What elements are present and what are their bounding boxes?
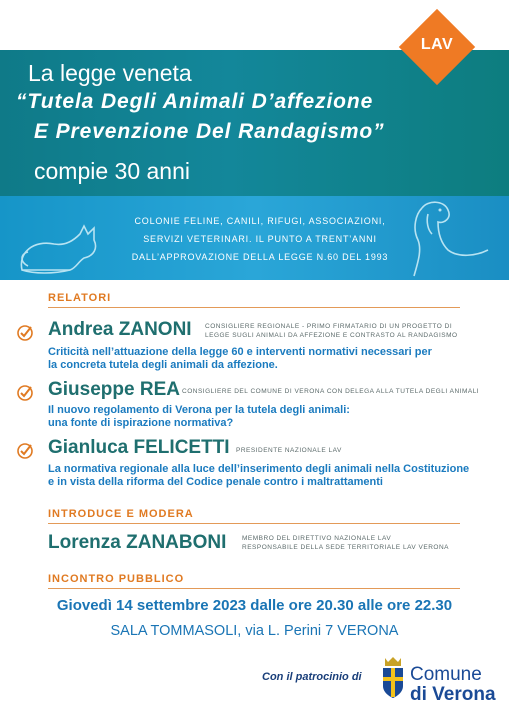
role-line: LEGGE SUGLI ANIMALI DA AFFEZIONE E CONTRASTO AL RANDAGISMO bbox=[205, 332, 458, 339]
speaker-role-rea bbox=[182, 387, 479, 396]
role-line: RESPONSABILE DELLA SEDE TERRITORIALE LAV VERONA bbox=[242, 544, 450, 551]
section-incontro: INCONTRO PUBBLICO bbox=[48, 573, 185, 585]
band-text bbox=[110, 212, 410, 266]
patronage-text: Con il patrocinio di bbox=[262, 671, 362, 683]
header-line-4: compie 30 anni bbox=[34, 158, 190, 184]
talk-felicetti bbox=[48, 463, 469, 489]
header-line-2: “Tutela Degli Animali D’affezione bbox=[16, 90, 374, 113]
band-line-3: DALL’APPROVAZIONE DELLA LEGGE N.60 DEL 1993 bbox=[131, 252, 389, 262]
section-rule bbox=[48, 307, 460, 308]
moderator-name: Lorenza ZANABONI bbox=[48, 532, 227, 553]
talk-line: Criticità nell’attuazione della legge 60 e interventi normativi necessari per bbox=[48, 346, 432, 358]
speaker-name-zanoni: Andrea ZANONI bbox=[48, 319, 192, 340]
moderator-role bbox=[242, 534, 449, 552]
comune-di-verona bbox=[410, 665, 496, 705]
talk-line: Il nuovo regolamento di Verona per la tutela degli animali: bbox=[48, 404, 350, 416]
header-line-3: E Prevenzione Del Randagismo” bbox=[34, 120, 385, 143]
comune-line-1: Comune bbox=[410, 664, 482, 685]
header-line-1: La legge veneta bbox=[28, 60, 192, 86]
talk-line: una fonte di ispirazione normativa? bbox=[48, 417, 234, 429]
band-line-2: SERVIZI VETERINARI. IL PUNTO A TRENT’ANNI bbox=[143, 234, 377, 244]
check-icon bbox=[16, 324, 34, 342]
speaker-role-zanoni bbox=[205, 322, 458, 340]
section-rule bbox=[48, 588, 460, 589]
speaker-name-felicetti: Gianluca FELICETTI bbox=[48, 437, 230, 458]
role-line: PRESIDENTE NAZIONALE LAV bbox=[236, 447, 342, 454]
talk-rea bbox=[48, 404, 350, 430]
event-date: Giovedì 14 settembre 2023 dalle ore 20.30 alle ore 22.30 bbox=[56, 597, 453, 614]
section-rule bbox=[48, 523, 460, 524]
speaker-role-felicetti bbox=[236, 446, 342, 455]
section-relatori: RELATORI bbox=[48, 292, 112, 304]
lav-logo-text: LAV bbox=[420, 36, 454, 53]
section-introduce: INTRODUCE E MODERA bbox=[48, 508, 194, 520]
talk-line: e in vista della riforma del Codice penale contro i maltrattamenti bbox=[48, 476, 383, 488]
role-line: CONSIGLIERE DEL COMUNE DI VERONA CON DELEGA ALLA TUTELA DEGLI ANIMALI bbox=[182, 388, 480, 395]
check-icon bbox=[16, 384, 34, 402]
comune-line-2: di Verona bbox=[410, 684, 496, 705]
speaker-name-rea: Giuseppe REA bbox=[48, 379, 180, 400]
band-line-1: COLONIE FELINE, CANILI, RIFUGI, ASSOCIAZIONI, bbox=[134, 216, 386, 226]
talk-line: La normativa regionale alla luce dell’inserimento degli animali nella Costituzione bbox=[48, 463, 470, 475]
event-place: SALA TOMMASOLI, via L. Perini 7 VERONA bbox=[110, 623, 399, 639]
cat-illustration bbox=[14, 222, 104, 278]
verona-crest-icon bbox=[381, 656, 405, 700]
role-line: CONSIGLIERE REGIONALE - PRIMO FIRMATARIO DI UN PROGETTO DI bbox=[205, 323, 453, 330]
talk-line: la concreta tutela degli animali da affezione. bbox=[48, 359, 278, 371]
check-icon bbox=[16, 442, 34, 460]
role-line: MEMBRO DEL DIRETTIVO NAZIONALE LAV bbox=[242, 535, 392, 542]
talk-zanoni bbox=[48, 346, 432, 372]
